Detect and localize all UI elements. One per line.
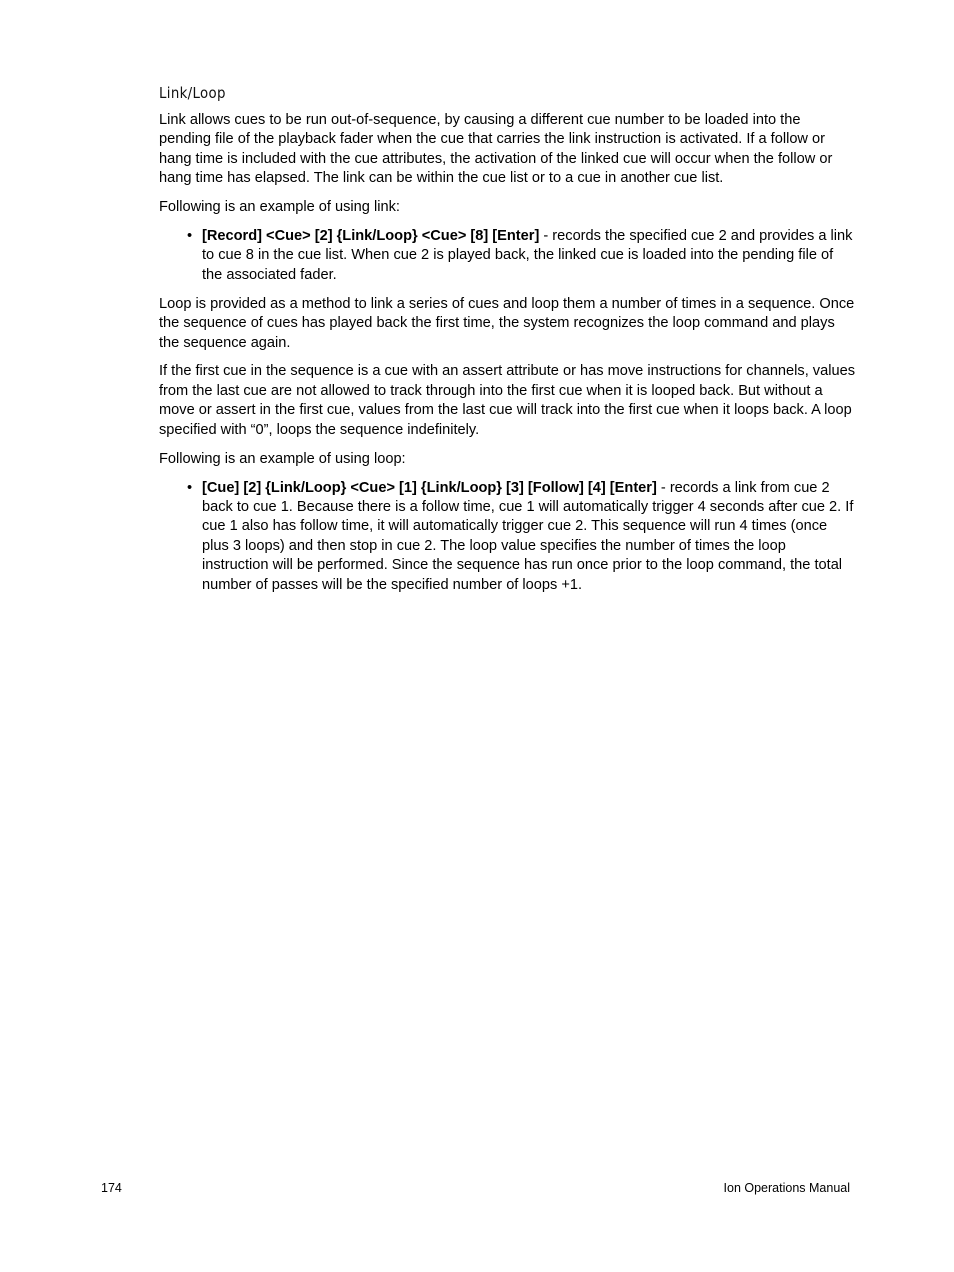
manual-title: Ion Operations Manual <box>723 1181 850 1195</box>
link-example-list <box>159 227 855 285</box>
link-example-lead: Following is an example of using link: <box>159 199 400 216</box>
page-content <box>159 82 855 604</box>
command-description: - records a link from cue 2 back to cue 1. Because there is a follow time, cue 1 will automatically trigger 4 seconds after cue 2. If cue 1 also has follow time, it will automatically trigger cue 2. This sequence will run 4 times (once plus 3 loops) and then stop in cue 2. The loop value specifies the number of times the loop instruction will be performed. Since the sequence has run once prior to the loop command, the total number of passes will be the specified number of loops +1. <box>202 479 854 593</box>
command-syntax: [Record] <Cue> [2] {Link/Loop} <Cue> [8] [Enter] <box>202 228 540 245</box>
bullet-icon: • <box>187 479 193 496</box>
page-number: 174 <box>101 1181 122 1195</box>
loop-example-lead: Following is an example of using loop: <box>159 450 406 467</box>
loop-intro-paragraph: Loop is provided as a method to link a series of cues and loop them a number of times in a sequence. Once the sequence of cues has played back the first time, the system recognizes the loop command and plays the sequence again. <box>159 295 855 351</box>
loop-example-list <box>159 479 855 595</box>
bullet-icon: • <box>187 228 193 245</box>
list-item <box>159 479 855 595</box>
loop-assert-paragraph: If the first cue in the sequence is a cue with an assert attribute or has move instructions for channels, values from the last cue are not allowed to track through into the first cue when it is looped back. But without a move or assert in the first cue, values from the last cue will track into the first cue when it loops back. A loop specified with “0”, loops the sequence indefinitely. <box>159 363 855 438</box>
command-syntax: [Cue] [2] {Link/Loop} <Cue> [1] {Link/Loop} [3] [Follow] [4] [Enter] <box>202 479 657 496</box>
section-heading: Link/Loop <box>159 84 226 102</box>
link-intro-paragraph: Link allows cues to be run out-of-sequence, by causing a different cue number to be loaded into the pending file of the playback fader when the cue that carries the link instruction is activated. If a follow or hang time is included with the cue attributes, the activation of the linked cue will occur when the follow or hang time has elapsed. The link can be within the cue list or to a cue in another cue list. <box>159 112 833 187</box>
list-item <box>159 227 855 285</box>
command-description: - records the specified cue 2 and provides a link to cue 8 in the cue list. When cue 2 is played back, the linked cue is loaded into the pending file of the associated fader. <box>202 228 853 283</box>
